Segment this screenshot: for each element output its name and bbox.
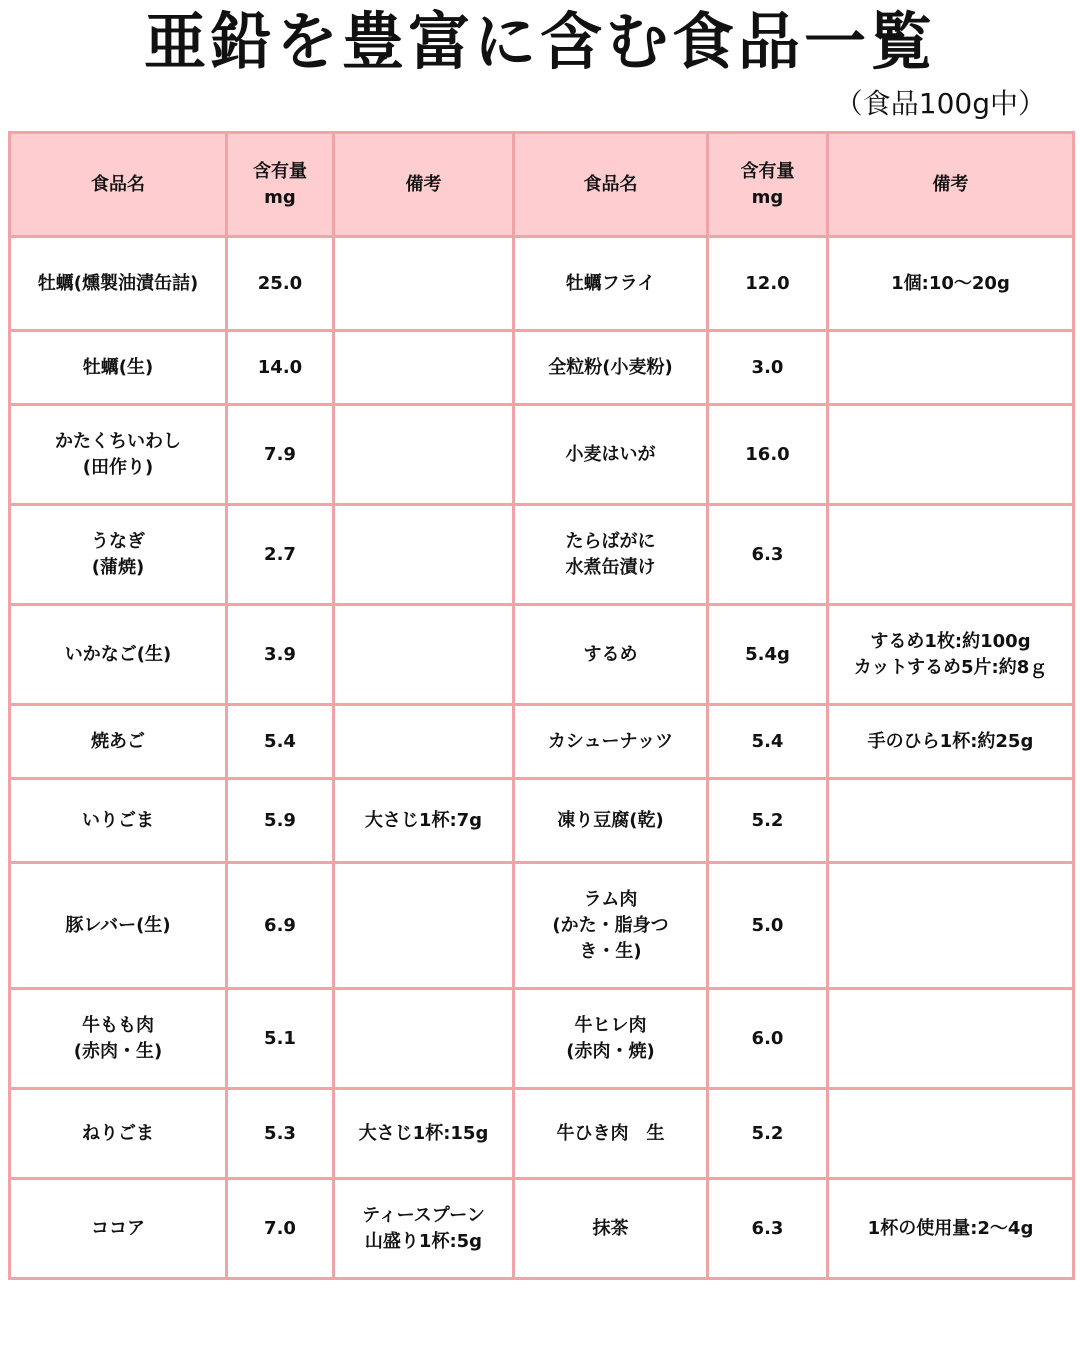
food-name-cell: 凍り豆腐(乾): [514, 779, 708, 863]
zinc-food-table: [8, 131, 1075, 1280]
food-name-cell: 牡蠣フライ: [514, 237, 708, 331]
table-row: [10, 605, 1074, 705]
note-cell: 大さじ1杯:7g: [334, 779, 514, 863]
food-name-cell: かたくちいわし (田作り): [10, 405, 227, 505]
food-name-cell: たらばがに 水煮缶漬け: [514, 505, 708, 605]
note-cell: するめ1枚:約100g カットするめ5片:約8ｇ: [828, 605, 1074, 705]
table-row: [10, 1089, 1074, 1179]
table-row: [10, 863, 1074, 989]
note-cell: [334, 863, 514, 989]
note-cell: [334, 237, 514, 331]
note-cell: [828, 331, 1074, 405]
food-name-cell: するめ: [514, 605, 708, 705]
page-title: 亜鉛を豊富に含む食品一覧: [143, 5, 936, 78]
note-cell: [828, 505, 1074, 605]
note-cell: ティースプーン 山盛り1杯:5g: [334, 1179, 514, 1279]
header-content-mg-left: 含有量 mg: [227, 133, 334, 237]
content-cell: 3.9: [227, 605, 334, 705]
content-cell: 3.0: [708, 331, 828, 405]
content-cell: 5.9: [227, 779, 334, 863]
note-cell: [334, 605, 514, 705]
unit-note: （食品100g中）: [834, 87, 1046, 120]
note-cell: [334, 989, 514, 1089]
content-cell: 5.4: [708, 705, 828, 779]
food-name-cell: 焼あご: [10, 705, 227, 779]
note-cell: [828, 863, 1074, 989]
note-cell: [828, 989, 1074, 1089]
food-name-cell: 豚レバー(生): [10, 863, 227, 989]
food-name-cell: 牡蠣(燻製油漬缶詰): [10, 237, 227, 331]
note-cell: 手のひら1杯:約25g: [828, 705, 1074, 779]
food-name-cell: うなぎ (蒲焼): [10, 505, 227, 605]
content-cell: 14.0: [227, 331, 334, 405]
content-cell: 12.0: [708, 237, 828, 331]
note-cell: [334, 331, 514, 405]
food-name-cell: カシューナッツ: [514, 705, 708, 779]
content-cell: 5.2: [708, 779, 828, 863]
content-cell: 5.0: [708, 863, 828, 989]
table-row: [10, 405, 1074, 505]
food-name-cell: ねりごま: [10, 1089, 227, 1179]
note-cell: 1個:10〜20g: [828, 237, 1074, 331]
food-name-cell: 全粒粉(小麦粉): [514, 331, 708, 405]
content-cell: 2.7: [227, 505, 334, 605]
note-cell: [828, 1089, 1074, 1179]
note-cell: [828, 405, 1074, 505]
header-food-name-left: 食品名: [10, 133, 227, 237]
content-cell: 7.9: [227, 405, 334, 505]
food-name-cell: 牡蠣(生): [10, 331, 227, 405]
note-cell: [828, 779, 1074, 863]
food-name-cell: 牛もも肉 (赤肉・生): [10, 989, 227, 1089]
note-cell: [334, 705, 514, 779]
food-name-cell: 牛ヒレ肉 (赤肉・焼): [514, 989, 708, 1089]
content-cell: 6.0: [708, 989, 828, 1089]
food-name-cell: ココア: [10, 1179, 227, 1279]
content-cell: 5.4: [227, 705, 334, 779]
table-row: [10, 705, 1074, 779]
note-cell: [334, 405, 514, 505]
table-row: [10, 779, 1074, 863]
content-cell: 25.0: [227, 237, 334, 331]
header-note-left: 備考: [334, 133, 514, 237]
food-name-cell: ラム肉 (かた・脂身つ き・生): [514, 863, 708, 989]
food-name-cell: いりごま: [10, 779, 227, 863]
table-row: [10, 331, 1074, 405]
food-name-cell: 小麦はいが: [514, 405, 708, 505]
header-content-mg-right: 含有量 mg: [708, 133, 828, 237]
content-cell: 6.9: [227, 863, 334, 989]
content-cell: 6.3: [708, 505, 828, 605]
table-row: [10, 1179, 1074, 1279]
table-row: [10, 237, 1074, 331]
content-cell: 16.0: [708, 405, 828, 505]
content-cell: 5.3: [227, 1089, 334, 1179]
table-row: [10, 989, 1074, 1089]
food-name-cell: 抹茶: [514, 1179, 708, 1279]
header-note-right: 備考: [828, 133, 1074, 237]
table-header-row: [10, 133, 1074, 237]
content-cell: 5.4g: [708, 605, 828, 705]
content-cell: 7.0: [227, 1179, 334, 1279]
table-row: [10, 505, 1074, 605]
content-cell: 5.2: [708, 1089, 828, 1179]
header-food-name-right: 食品名: [514, 133, 708, 237]
content-cell: 5.1: [227, 989, 334, 1089]
food-name-cell: いかなご(生): [10, 605, 227, 705]
content-cell: 6.3: [708, 1179, 828, 1279]
note-cell: [334, 505, 514, 605]
note-cell: 大さじ1杯:15g: [334, 1089, 514, 1179]
food-name-cell: 牛ひき肉 生: [514, 1089, 708, 1179]
note-cell: 1杯の使用量:2〜4g: [828, 1179, 1074, 1279]
